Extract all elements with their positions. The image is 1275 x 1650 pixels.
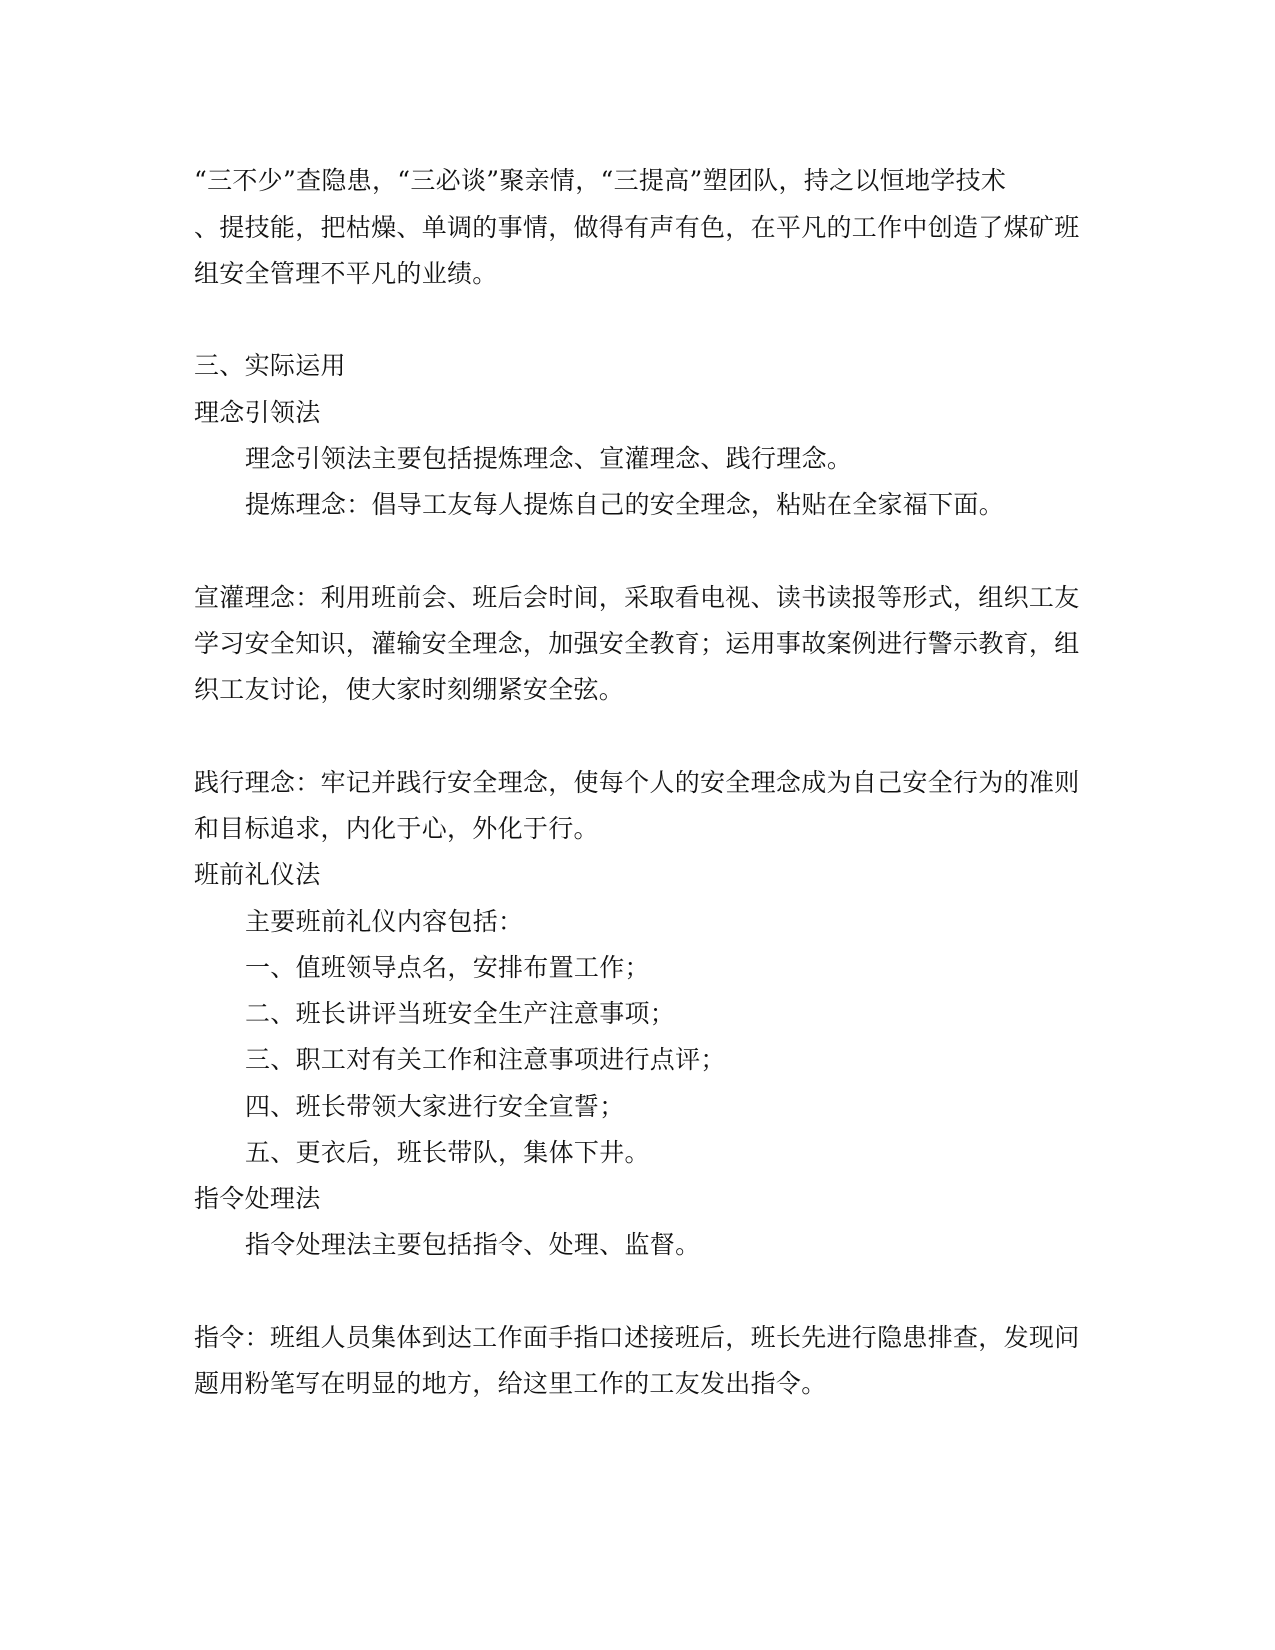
method-heading-ritual: 班前礼仪法 xyxy=(194,860,321,889)
concept-propagate-line-1: 宣灌理念：利用班前会、班后会时间，采取看电视、读书读报等形式，组织工友 xyxy=(194,583,1080,612)
concept-practice-line-1: 践行理念：牢记并践行安全理念，使每个人的安全理念成为自己安全行为的准则 xyxy=(194,768,1080,797)
method-heading-command: 指令处理法 xyxy=(194,1184,321,1213)
intro-line-1: “三不少”查隐患，“三必谈”聚亲情，“三提高”塑团队，持之以恒地学技术 xyxy=(194,166,1007,195)
intro-line-3: 组安全管理不平凡的业绩。 xyxy=(194,259,498,288)
ritual-item: 五、更衣后，班长带队，集体下井。 xyxy=(245,1138,650,1167)
ritual-item: 三、职工对有关工作和注意事项进行点评； xyxy=(245,1045,726,1074)
ritual-item: 二、班长讲评当班安全生产注意事项； xyxy=(245,999,676,1028)
ritual-intro: 主要班前礼仪内容包括： xyxy=(245,907,524,936)
method-heading-concept: 理念引领法 xyxy=(194,398,321,427)
concept-summary: 理念引领法主要包括提炼理念、宣灌理念、践行理念。 xyxy=(245,444,853,473)
ritual-item: 一、值班领导点名，安排布置工作； xyxy=(245,953,650,982)
concept-propagate-line-3: 织工友讨论，使大家时刻绷紧安全弦。 xyxy=(194,675,625,704)
ritual-item: 四、班长带领大家进行安全宣誓； xyxy=(245,1092,625,1121)
concept-propagate-line-2: 学习安全知识，灌输安全理念，加强安全教育；运用事故案例进行警示教育，组 xyxy=(194,629,1080,658)
command-summary: 指令处理法主要包括指令、处理、监督。 xyxy=(245,1230,701,1259)
command-detail-line-1: 指令：班组人员集体到达工作面手指口述接班后，班长先进行隐患排查，发现问 xyxy=(194,1323,1080,1352)
section-heading: 三、实际运用 xyxy=(194,351,346,380)
command-detail-line-2: 题用粉笔写在明显的地方，给这里工作的工友发出指令。 xyxy=(194,1369,827,1398)
concept-practice-line-2: 和目标追求，内化于心，外化于行。 xyxy=(194,814,599,843)
concept-refine: 提炼理念：倡导工友每人提炼自己的安全理念，粘贴在全家福下面。 xyxy=(245,490,1005,519)
intro-line-2: 、提技能，把枯燥、单调的事情，做得有声有色，在平凡的工作中创造了煤矿班 xyxy=(194,213,1080,242)
